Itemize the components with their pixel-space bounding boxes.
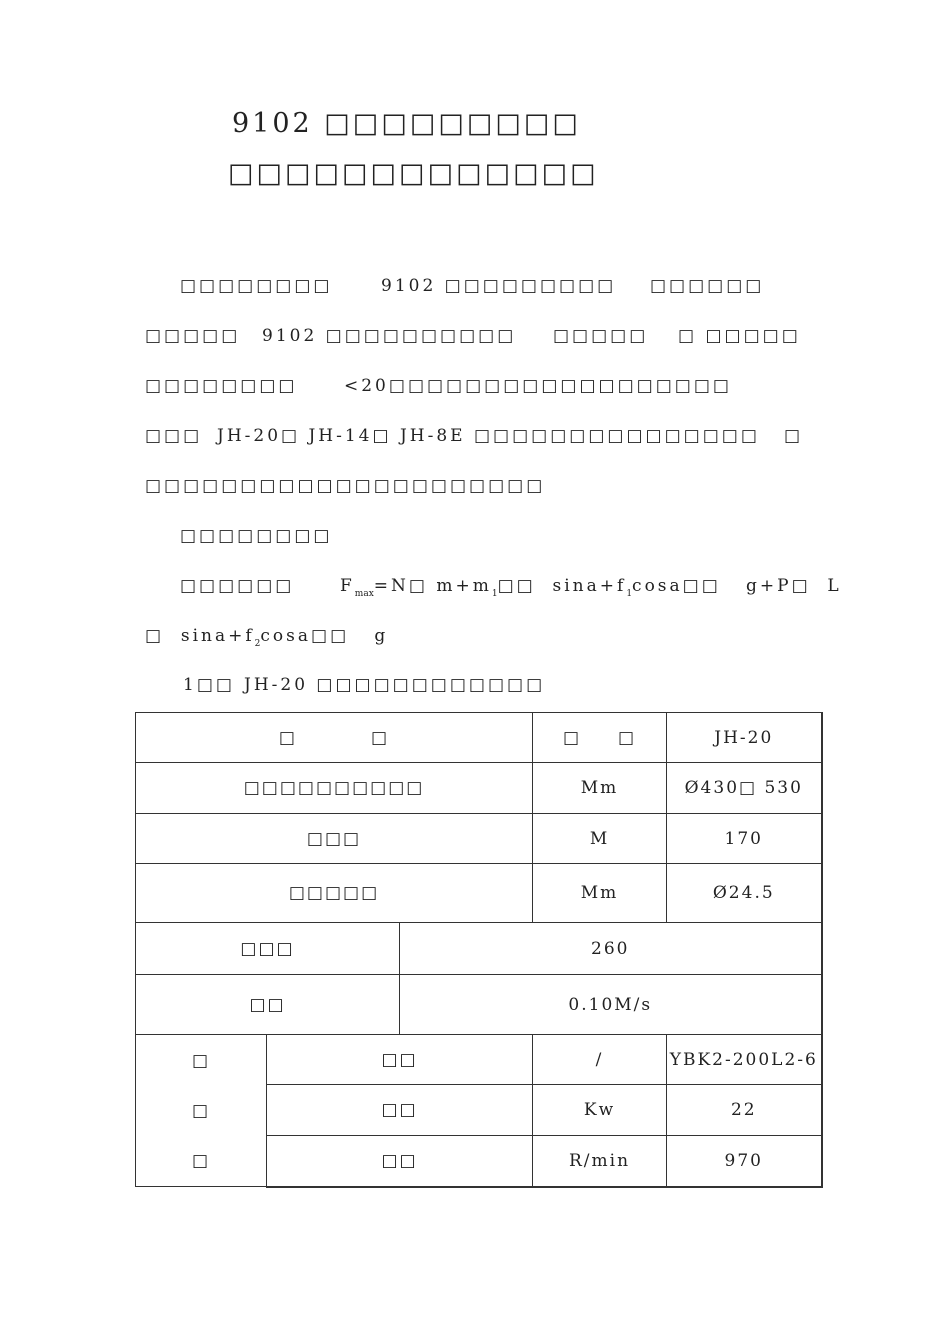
motor-row-unit: R/min	[533, 1136, 667, 1187]
paragraph-text: □□□□□	[145, 326, 241, 346]
paragraph-text: 9102 □□□□□□□□□□	[262, 326, 517, 346]
formula-line2: □ $\sin a+f_2\cos a□□$ g	[145, 626, 389, 649]
motor-row-value: 970	[667, 1136, 822, 1187]
table-row	[136, 1035, 822, 1085]
row-label: □□□□□	[136, 864, 533, 923]
header-model: JH-20	[667, 713, 822, 763]
table-row	[136, 975, 822, 1035]
paragraph-text: □□□□□□□□□□□□□□□□□□□□□	[145, 476, 546, 496]
table-row	[136, 864, 822, 923]
list-item-text: JH-20 □□□□□□□□□□□□	[244, 675, 546, 695]
row-value: 260	[400, 923, 822, 975]
paragraph-text: □□□□□□□□	[145, 376, 298, 396]
header-item: □ □	[136, 713, 533, 763]
table-row	[136, 814, 822, 864]
table-row	[136, 923, 822, 975]
section-heading: □□□□□□□□	[180, 526, 333, 546]
paragraph-text: JH-20□ JH-14□ JH-8E □□□□□□□□□□□□□□□	[217, 426, 760, 446]
paragraph-text: □□□□□	[553, 326, 649, 346]
row-label: □□□	[136, 923, 400, 975]
table-row	[136, 763, 822, 814]
row-unit: Mm	[533, 864, 667, 923]
motor-row-unit: /	[533, 1035, 667, 1085]
motor-group-label: □ □ □	[136, 1035, 267, 1187]
paragraph-text: □	[784, 426, 804, 446]
table-header-row	[136, 713, 822, 763]
paragraph-text: □□□	[145, 426, 203, 446]
row-label: □□□	[136, 814, 533, 864]
motor-row-value: 22	[667, 1085, 822, 1136]
row-value: 0.10M/s	[400, 975, 822, 1035]
motor-row-label: □□	[267, 1035, 533, 1085]
formula-line1: $F_{max}=N□$ $m+m_1□□$ $\sin a+f_1\cos a□□$ g+P□ L	[340, 576, 842, 599]
row-value: Ø430□ 530	[667, 763, 822, 814]
spec-table	[135, 712, 823, 1188]
header-unit: □ □	[533, 713, 667, 763]
document-title-line1: 9102 □□□□□□□□□	[232, 108, 581, 139]
formula-label: □□□□□□	[180, 576, 295, 596]
paragraph-text: □□□□□□□□	[180, 276, 333, 296]
paragraph-text: <20□□□□□□□□□□□□□□□□□□	[344, 376, 732, 396]
motor-row-label: □□	[267, 1085, 533, 1136]
row-value: 170	[667, 814, 822, 864]
row-value: Ø24.5	[667, 864, 822, 923]
document-title-line2: □□□□□□□□□□□□□	[228, 158, 599, 189]
motor-row-value: YBK2-200L2-6	[667, 1035, 822, 1085]
row-label: □□□□□□□□□□	[136, 763, 533, 814]
row-label: □□	[136, 975, 400, 1035]
row-unit: Mm	[533, 763, 667, 814]
row-unit: M	[533, 814, 667, 864]
paragraph-text: □□□□□□	[650, 276, 765, 296]
list-item-number: 1□□	[183, 675, 235, 695]
paragraph-text: □ □□□□□	[678, 326, 801, 346]
paragraph-text: 9102 □□□□□□□□□	[381, 276, 617, 296]
motor-row-label: □□	[267, 1136, 533, 1187]
motor-row-unit: Kw	[533, 1085, 667, 1136]
